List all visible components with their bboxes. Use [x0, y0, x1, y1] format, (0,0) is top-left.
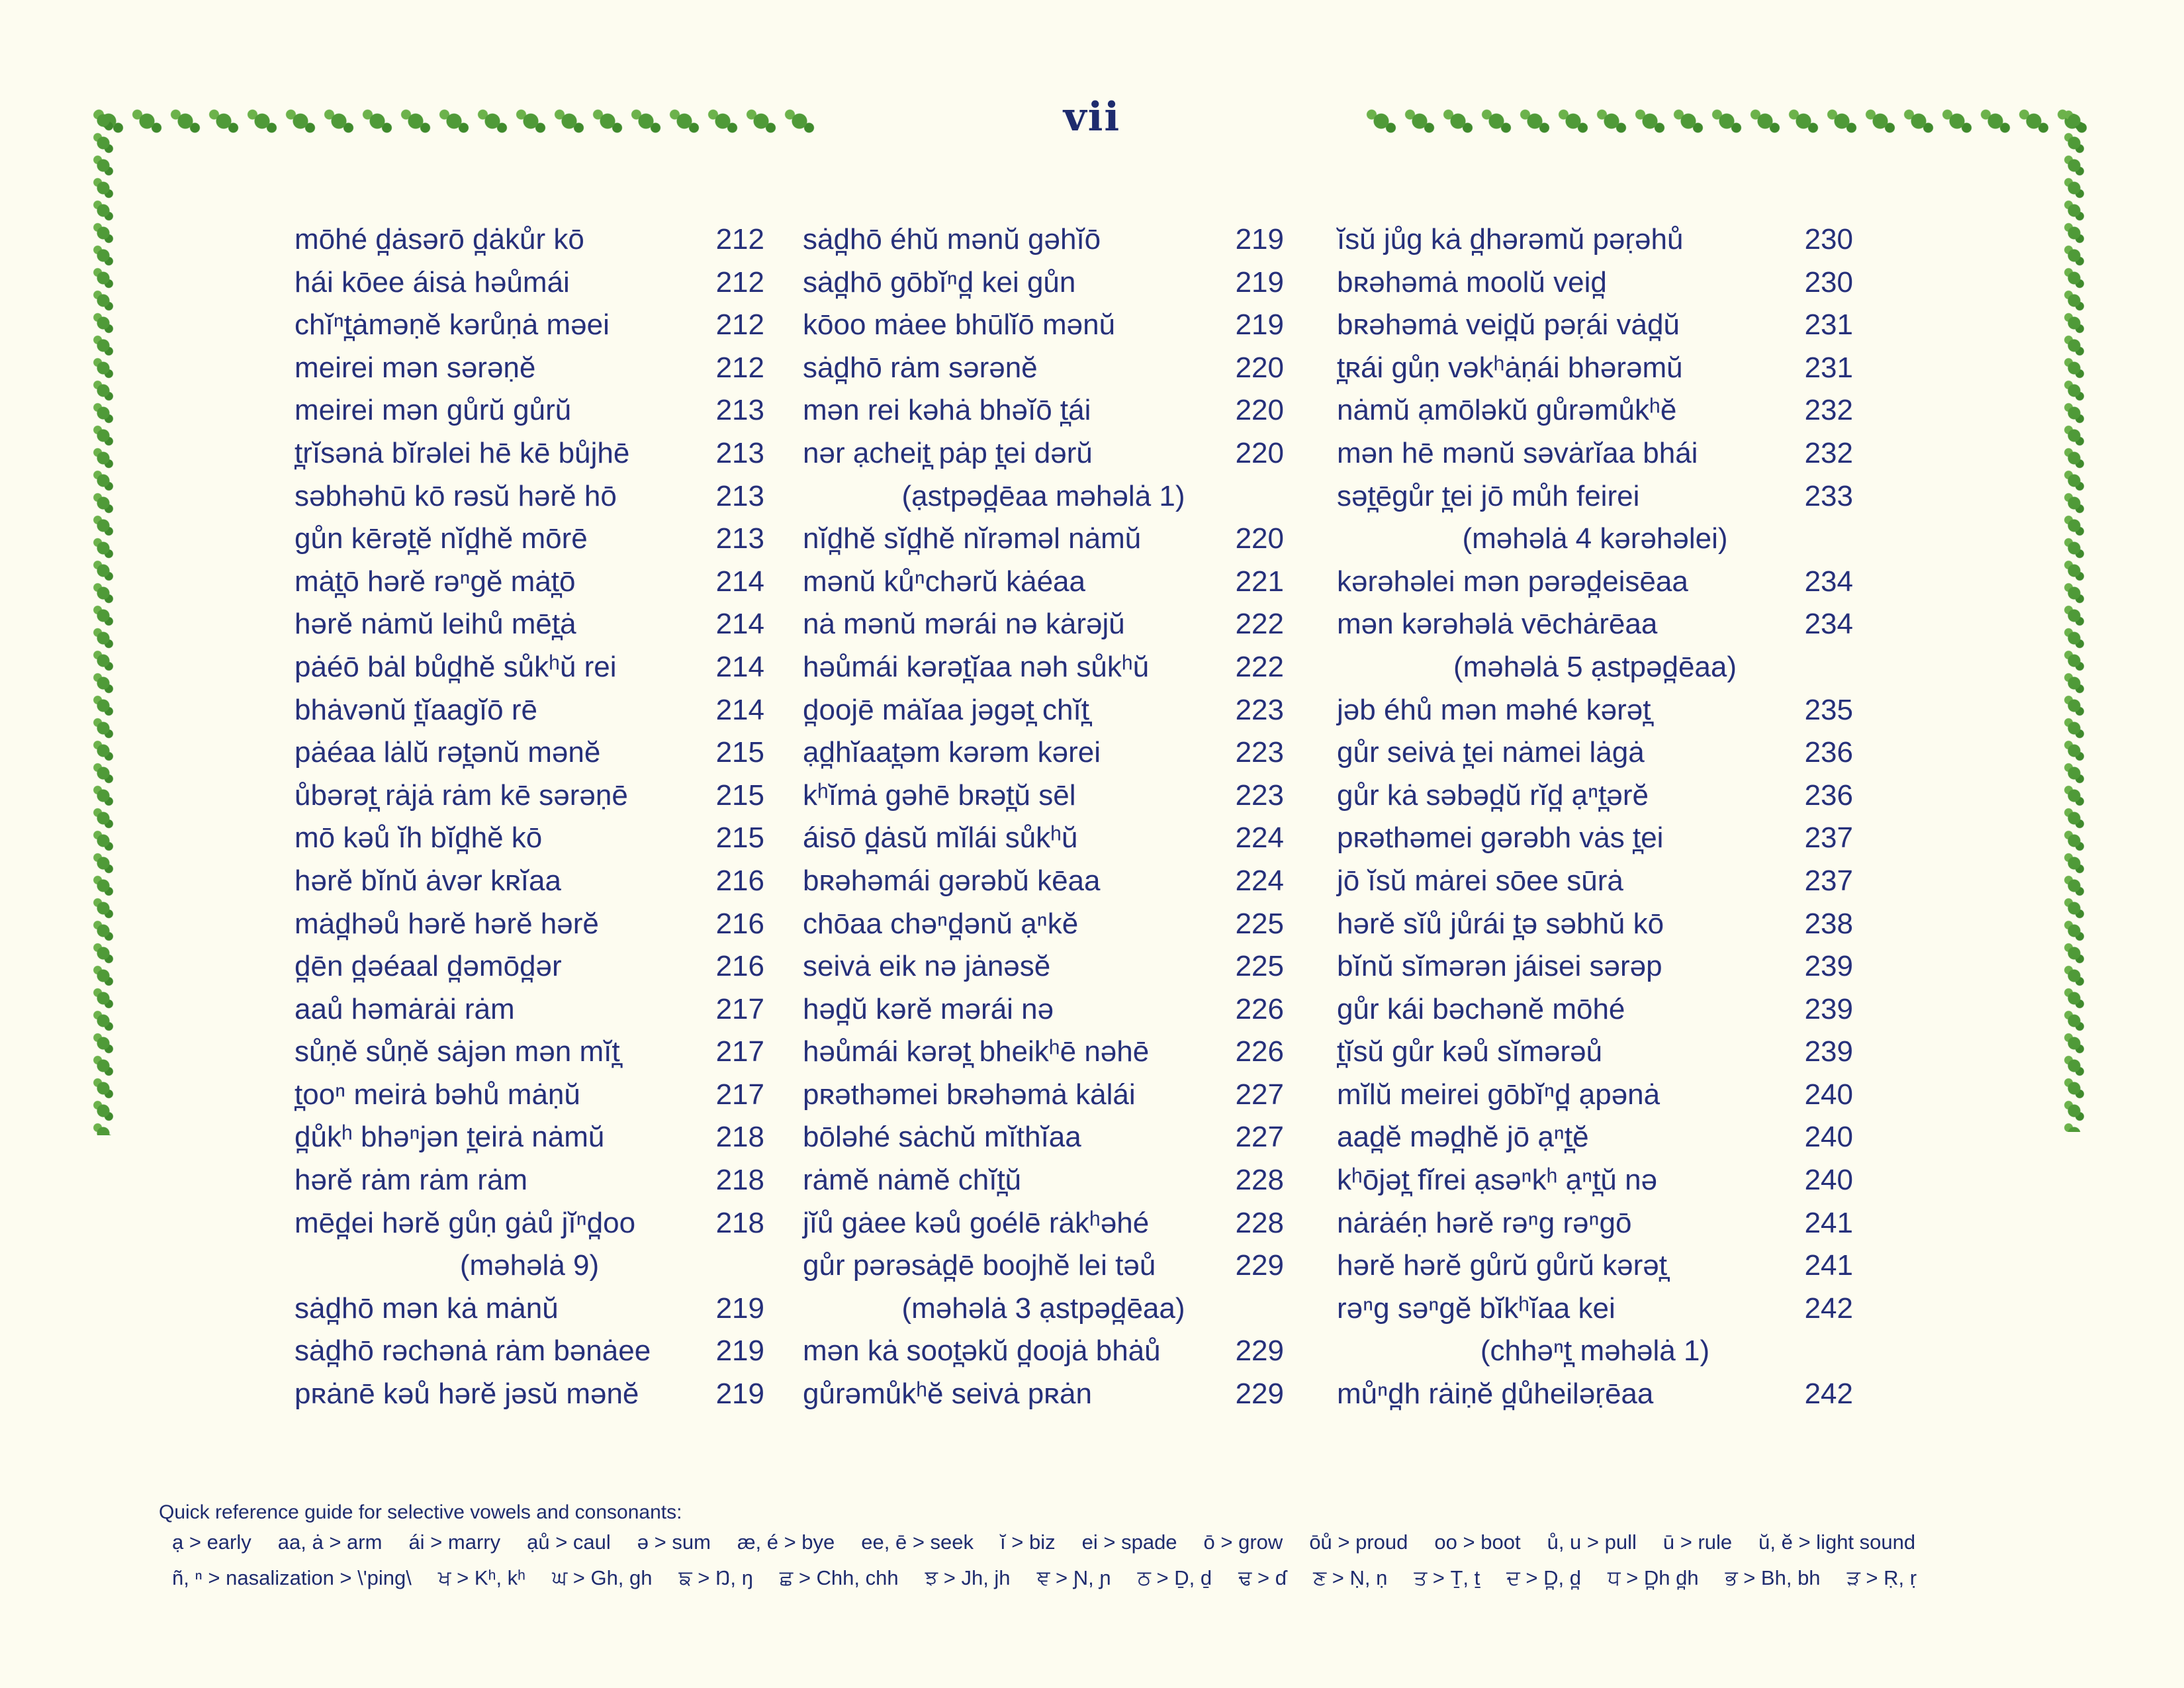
index-entry	[803, 261, 1284, 305]
guide-item: ō > grow	[1203, 1530, 1283, 1554]
entry-title: (chhəⁿt̪ məhəlȧ 1)	[1480, 1335, 1710, 1368]
entry-page: 231	[1804, 308, 1853, 342]
index-entry	[803, 1159, 1284, 1202]
index-entry	[1337, 1373, 1853, 1416]
index-column-1	[295, 218, 764, 1416]
index-entry	[1337, 903, 1853, 946]
entry-page: 220	[1235, 522, 1284, 555]
index-entry	[1337, 689, 1853, 732]
entry-page: 213	[715, 522, 764, 555]
index-entry	[1337, 603, 1853, 646]
entry-title: d̪ēn d̪əéaal d̪əmōd̪ər	[295, 950, 562, 983]
entry-page: 229	[1235, 1378, 1284, 1411]
entry-title: sůṇĕ sůṇĕ sȧjən mən mĭt̪	[295, 1035, 620, 1068]
entry-page: 216	[715, 864, 764, 897]
entry-page: 219	[1235, 308, 1284, 342]
floral-border-top-right	[1362, 105, 2088, 138]
index-entry	[803, 860, 1284, 903]
entry-title: chōaa chəⁿd̪ənŭ ạⁿkĕ	[803, 907, 1079, 940]
entry-page: 233	[1804, 479, 1853, 512]
guide-item: ái > marry	[408, 1530, 501, 1554]
index-column-2	[803, 218, 1284, 1416]
index-entry	[1337, 561, 1853, 604]
entry-title: sət̪ēgůr t̪ei jō můh feirei	[1337, 479, 1640, 512]
guide-item: ਘ > Gh, gh	[552, 1566, 653, 1589]
entry-page: 234	[1804, 565, 1853, 598]
index-entry	[295, 389, 764, 432]
index-entry	[295, 261, 764, 305]
guide-item: ਭ > Bh, bh	[1725, 1566, 1821, 1589]
index-entry	[295, 561, 764, 604]
index-entry	[803, 903, 1284, 946]
entry-title: kʰĭmȧ gəhē bʀət̪ŭ sēl	[803, 778, 1076, 812]
entry-title: t̪ooⁿ meirȧ bəhů mȧṇŭ	[295, 1078, 580, 1111]
entry-title: hərĕ sĭů jůrái t̪ə səbhŭ kō	[1337, 907, 1664, 940]
entry-title: (məhəlȧ 4 kərəhəlei)	[1462, 522, 1728, 555]
index-entry	[803, 1031, 1284, 1074]
entry-title: mənŭ kůⁿchərŭ kȧéaa	[803, 565, 1085, 598]
index-entry	[1337, 731, 1853, 774]
entry-page: 217	[715, 992, 764, 1025]
entry-title: mən kȧ soot̪əkŭ d̪oojȧ bhȧů	[803, 1335, 1161, 1368]
guide-vowels	[172, 1530, 1942, 1554]
section-heading	[1337, 646, 1853, 689]
entry-title: t̪rĭsənȧ bĭrəlei hē kē bůjhē	[295, 436, 630, 469]
guide-item: ਣ > Ṇ, ṇ	[1312, 1566, 1388, 1589]
guide-item: æ, é > bye	[737, 1530, 835, 1554]
entry-page: 218	[715, 1206, 764, 1239]
entry-title: pʀəthəmei bʀəhəmȧ kȧlái	[803, 1078, 1136, 1111]
index-entry	[295, 475, 764, 518]
index-entry	[295, 1116, 764, 1159]
index-column-3	[1337, 218, 1853, 1416]
index-entry	[295, 945, 764, 988]
entry-page: 232	[1804, 394, 1853, 427]
guide-title: Quick reference guide for selective vowels and consonants:	[159, 1501, 682, 1523]
floral-border-right	[2060, 109, 2088, 1132]
index-entry	[1337, 432, 1853, 475]
entry-title: pȧéaa lȧlŭ rət̪ənŭ mənĕ	[295, 736, 601, 769]
index-entry	[295, 1288, 764, 1331]
entry-page: 213	[715, 436, 764, 469]
entry-page: 240	[1804, 1164, 1853, 1197]
index-entry	[1337, 347, 1853, 390]
index-entry	[803, 603, 1284, 646]
entry-page: 232	[1804, 436, 1853, 469]
entry-title: kʰōjət̪ fĭrei ạsəⁿkʰ ạⁿt̪ŭ nə	[1337, 1164, 1658, 1197]
index-entry	[803, 689, 1284, 732]
index-entry	[1337, 1074, 1853, 1117]
guide-consonants	[172, 1566, 1943, 1591]
entry-title: hərĕ rȧm rȧm rȧm	[295, 1164, 528, 1197]
entry-title: ĭsŭ jůg kȧ d̪hərəmŭ pəṛəhů	[1337, 223, 1684, 256]
entry-page: 216	[715, 907, 764, 940]
index-entry	[295, 432, 764, 475]
entry-page: 242	[1804, 1291, 1853, 1325]
entry-page: 219	[715, 1335, 764, 1368]
guide-item: ạ > early	[172, 1530, 251, 1554]
entry-title: (ạstpəd̪ēaa məhəlȧ 1)	[901, 479, 1185, 512]
entry-title: həůmái kərət̪ĭaa nəh sůkʰŭ	[803, 650, 1150, 683]
entry-page: 226	[1235, 1035, 1284, 1068]
entry-page: 214	[715, 693, 764, 726]
index-entry	[295, 817, 764, 860]
entry-title: nĭd̪hĕ sĭd̪hĕ nĭrəməl nȧmŭ	[803, 522, 1142, 555]
index-entry	[295, 689, 764, 732]
entry-page: 240	[1804, 1078, 1853, 1111]
index-entry	[803, 988, 1284, 1031]
entry-page: 228	[1235, 1164, 1284, 1197]
entry-title: můⁿd̪h rȧiṇĕ d̪ůheiləṛēaa	[1337, 1378, 1654, 1411]
entry-page: 225	[1235, 950, 1284, 983]
entry-page: 223	[1235, 778, 1284, 812]
entry-page: 224	[1235, 821, 1284, 855]
entry-page: 218	[715, 1164, 764, 1197]
index-entry	[803, 304, 1284, 347]
entry-page: 230	[1804, 223, 1853, 256]
entry-title: bʀəhəmái gərəbŭ kēaa	[803, 864, 1101, 897]
page-number: vii	[1063, 94, 1121, 140]
entry-title: meirei mən sərəṇĕ	[295, 351, 536, 384]
entry-title: mĭlŭ meirei gōbĭⁿd̪ ạpənȧ	[1337, 1078, 1661, 1111]
entry-title: aaů həmȧrȧi rȧm	[295, 992, 515, 1025]
entry-page: 214	[715, 565, 764, 598]
guide-item: ạů > caul	[527, 1530, 611, 1554]
index-entry	[295, 1330, 764, 1373]
entry-title: sȧd̪hō gōbĭⁿd̪ kei gůn	[803, 265, 1076, 299]
entry-page: 220	[1235, 351, 1284, 384]
guide-item: ਦ > D̪, d̪	[1506, 1566, 1581, 1589]
entry-title: d̪oojē mȧĭaa jəgət̪ chĭt̪	[803, 693, 1089, 726]
entry-title: d̪ůkʰ bhəⁿjən t̪eirȧ nȧmŭ	[295, 1121, 605, 1154]
entry-title: nȧ mənŭ mərái nə kȧrəjŭ	[803, 608, 1125, 641]
guide-item: ਞ > Ɲ, ɲ	[1036, 1566, 1111, 1589]
index-entry	[803, 389, 1284, 432]
entry-page: 229	[1235, 1335, 1284, 1368]
entry-title: sȧd̪hō rȧm sərənĕ	[803, 351, 1038, 384]
index-entry	[1337, 1288, 1853, 1331]
entry-title: kōoo mȧee bhūlĭō mənŭ	[803, 308, 1116, 342]
entry-page: 212	[715, 265, 764, 299]
entry-page: 242	[1804, 1378, 1853, 1411]
guide-item: ee, ē > seek	[861, 1530, 974, 1554]
entry-title: gůr seivȧ t̪ei nȧmei lȧgȧ	[1337, 736, 1645, 769]
entry-title: bĭnŭ sĭmərən jáisei sərəp	[1337, 950, 1662, 983]
guide-item: ੜ > Ṛ, ṛ	[1846, 1566, 1917, 1589]
index-entry	[295, 218, 764, 261]
entry-page: 221	[1235, 565, 1284, 598]
index-entry	[295, 731, 764, 774]
entry-title: jō ĭsŭ mȧrei sōee sūrȧ	[1337, 864, 1623, 897]
index-entry	[295, 1031, 764, 1074]
guide-item: ōů > proud	[1309, 1530, 1408, 1554]
entry-page: 212	[715, 308, 764, 342]
entry-title: mȧt̪ō hərĕ rəⁿgĕ mȧt̪ō	[295, 565, 576, 598]
section-heading	[1337, 1330, 1853, 1373]
entry-page: 237	[1804, 864, 1853, 897]
entry-title: ạd̪hĭaat̪əm kərəm kərei	[803, 736, 1101, 769]
entry-page: 219	[1235, 223, 1284, 256]
guide-item: ñ, ⁿ > nasalization > \'ping\	[172, 1566, 412, 1589]
index-entry	[803, 1373, 1284, 1416]
entry-title: rəⁿg səⁿgĕ bĭkʰĭaa kei	[1337, 1291, 1615, 1325]
index-entry	[803, 218, 1284, 261]
guide-item: ਤ > Ṯ, ṯ	[1414, 1566, 1480, 1589]
index-entry	[803, 347, 1284, 390]
entry-title: gůr kȧ səbəd̪ŭ rĭd̪ ạⁿt̪ərĕ	[1337, 778, 1649, 812]
entry-title: jəb éhů mən məhé kərət̪	[1337, 693, 1651, 726]
entry-page: 229	[1235, 1249, 1284, 1282]
entry-title: pȧéō bȧl bůd̪hĕ sůkʰŭ rei	[295, 650, 617, 683]
entry-title: gůrəmůkʰĕ seivȧ pʀȧn	[803, 1378, 1092, 1411]
guide-item: ū > rule	[1662, 1530, 1733, 1554]
index-entry	[1337, 817, 1853, 860]
guide-item: ĭ > biz	[1000, 1530, 1056, 1554]
entry-title: chĭⁿt̪ȧməṇĕ kərůṇȧ məei	[295, 308, 610, 342]
index-entry	[1337, 261, 1853, 305]
entry-title: bʀəhəmȧ veid̪ŭ pəṛái vȧd̪ŭ	[1337, 308, 1680, 342]
entry-page: 241	[1804, 1249, 1853, 1282]
entry-title: t̪ĭsŭ gůr kəů sĭmərəů	[1337, 1035, 1603, 1068]
entry-title: pʀəthəmei gərəbh vȧs t̪ei	[1337, 821, 1664, 855]
entry-title: hái kōee áisȧ həůmái	[295, 265, 570, 299]
index-entry	[803, 817, 1284, 860]
floral-border-top-left	[89, 105, 817, 138]
index-entry	[295, 1074, 764, 1117]
index-entry	[295, 903, 764, 946]
entry-title: mən rei kəhȧ bhəĭō t̪ái	[803, 394, 1091, 427]
entry-title: ůbərət̪ rȧjȧ rȧm kē sərəṇē	[295, 778, 628, 812]
entry-title: (məhəlȧ 5 ạstpəd̪ēaa)	[1453, 650, 1737, 683]
index-entry	[1337, 945, 1853, 988]
entry-title: nȧrȧéṇ hərĕ rəⁿg rəⁿgō	[1337, 1206, 1632, 1239]
entry-page: 216	[715, 950, 764, 983]
index-entry	[1337, 1202, 1853, 1245]
entry-page: 224	[1235, 864, 1284, 897]
entry-title: mō kəů ĭh bĭd̪hĕ kō	[295, 821, 543, 855]
guide-item: ਠ > Ḏ, ḏ	[1137, 1566, 1212, 1589]
index-entry	[295, 603, 764, 646]
guide-item: ei > spade	[1081, 1530, 1177, 1554]
index-entry	[803, 1202, 1284, 1245]
index-entry	[1337, 475, 1853, 518]
index-entry	[295, 988, 764, 1031]
entry-page: 213	[715, 479, 764, 512]
entry-page: 217	[715, 1078, 764, 1111]
entry-page: 237	[1804, 821, 1853, 855]
entry-title: bhȧvənŭ t̪ĭaagĭō rē	[295, 693, 537, 726]
index-entry	[803, 1116, 1284, 1159]
guide-item: ਛ > Chh, chh	[779, 1566, 899, 1589]
index-entry	[1337, 860, 1853, 903]
index-entry	[295, 860, 764, 903]
entry-page: 227	[1235, 1121, 1284, 1154]
entry-title: seivȧ eik nə jȧnəsĕ	[803, 950, 1051, 983]
index-entry	[295, 518, 764, 561]
index-entry	[1337, 218, 1853, 261]
entry-page: 219	[1235, 265, 1284, 299]
entry-page: 222	[1235, 608, 1284, 641]
section-heading	[295, 1244, 764, 1288]
entry-page: 241	[1804, 1206, 1853, 1239]
entry-page: 223	[1235, 736, 1284, 769]
entry-title: jĭů gȧee kəů goélē rȧkʰəhé	[803, 1206, 1150, 1239]
entry-page: 215	[715, 736, 764, 769]
guide-item: aa, ȧ > arm	[277, 1530, 383, 1554]
guide-item: ŭ, ĕ > light sound	[1758, 1530, 1916, 1554]
entry-page: 219	[715, 1291, 764, 1325]
entry-page: 234	[1804, 608, 1853, 641]
index-entry	[295, 1373, 764, 1416]
entry-title: həůmái kərət̪ bheikʰē nəhē	[803, 1035, 1150, 1068]
entry-page: 227	[1235, 1078, 1284, 1111]
entry-page: 239	[1804, 992, 1853, 1025]
entry-title: bʀəhəmȧ moolŭ veid̪	[1337, 265, 1607, 299]
entry-title: (məhəlȧ 9)	[459, 1249, 600, 1282]
index-entry	[803, 1330, 1284, 1373]
entry-title: həd̪ŭ kərĕ mərái nə	[803, 992, 1054, 1025]
entry-page: 236	[1804, 736, 1853, 769]
entry-title: nər ạcheit̪ pȧp t̪ei dərŭ	[803, 436, 1093, 469]
guide-item: ਢ > ɗ	[1238, 1566, 1287, 1589]
entry-title: mēd̪ei hərĕ gůṇ gȧů jĭⁿd̪oo	[295, 1206, 636, 1239]
entry-title: nȧmŭ ạmōləkŭ gůrəmůkʰĕ	[1337, 394, 1677, 427]
index-entry	[1337, 774, 1853, 818]
entry-title: səbhəhū kō rəsŭ hərĕ hō	[295, 479, 617, 512]
guide-item: ਙ > Ŋ, ŋ	[678, 1566, 753, 1589]
entry-page: 231	[1804, 351, 1853, 384]
entry-page: 220	[1235, 436, 1284, 469]
entry-page: 212	[715, 351, 764, 384]
index-entry	[803, 1244, 1284, 1288]
guide-item: oo > boot	[1434, 1530, 1521, 1554]
entry-title: pʀȧnē kəů hərĕ jəsŭ mənĕ	[295, 1378, 639, 1411]
guide-item: ů, u > pull	[1547, 1530, 1637, 1554]
entry-title: sȧd̪hō éhŭ mənŭ gəhĭō	[803, 223, 1101, 256]
entry-page: 230	[1804, 265, 1853, 299]
guide-item: ə > sum	[637, 1530, 711, 1554]
entry-title: gůr pərəsȧd̪ē boojhĕ lei təů	[803, 1249, 1156, 1282]
index-entry	[803, 646, 1284, 689]
section-heading	[803, 1288, 1284, 1331]
entry-title: mȧd̪həů hərĕ hərĕ hərĕ	[295, 907, 599, 940]
entry-page: 215	[715, 778, 764, 812]
entry-page: 238	[1804, 907, 1853, 940]
index-entry	[1337, 389, 1853, 432]
entry-title: kərəhəlei mən pərəd̪eisēaa	[1337, 565, 1688, 598]
index-entry	[295, 1202, 764, 1245]
entry-title: aad̪ĕ məd̪hĕ jō ạⁿt̪ĕ	[1337, 1121, 1589, 1154]
entry-title: sȧd̪hō rəchənȧ rȧm bənȧee	[295, 1335, 651, 1368]
entry-page: 226	[1235, 992, 1284, 1025]
entry-page: 214	[715, 650, 764, 683]
guide-item: ਧ > D̪h d̪h	[1608, 1566, 1699, 1589]
entry-page: 214	[715, 608, 764, 641]
entry-page: 212	[715, 223, 764, 256]
index-entry	[1337, 1116, 1853, 1159]
entry-page: 239	[1804, 1035, 1853, 1068]
index-entry	[803, 1074, 1284, 1117]
entry-page: 236	[1804, 778, 1853, 812]
entry-title: rȧmĕ nȧmĕ chĭt̪ŭ	[803, 1164, 1022, 1197]
entry-page: 215	[715, 821, 764, 855]
entry-title: mən hē mənŭ səvȧrĭaa bhái	[1337, 436, 1698, 469]
entry-title: meirei mən gůrŭ gůrŭ	[295, 394, 572, 427]
index-entry	[295, 646, 764, 689]
index-entry	[1337, 304, 1853, 347]
index-entry	[803, 518, 1284, 561]
entry-title: (məhəlȧ 3 ạstpəd̪ēaa)	[901, 1291, 1185, 1325]
entry-page: 213	[715, 394, 764, 427]
index-entry	[295, 347, 764, 390]
entry-title: mōhé d̪ȧsərō d̪ȧkůr kō	[295, 223, 584, 256]
index-entry	[295, 1159, 764, 1202]
index-entry	[1337, 988, 1853, 1031]
index-entry	[803, 945, 1284, 988]
entry-page: 239	[1804, 950, 1853, 983]
guide-item: ਝ > Jh, jh	[925, 1566, 1011, 1589]
index-entry	[803, 561, 1284, 604]
entry-title: hərĕ bĭnŭ ȧvər kʀĭaa	[295, 864, 561, 897]
index-entry	[803, 432, 1284, 475]
entry-title: hərĕ hərĕ gůrŭ gůrŭ kərət̪	[1337, 1249, 1667, 1282]
entry-title: mən kərəhəlȧ vēchȧrēaa	[1337, 608, 1658, 641]
entry-title: gůr kái bəchənĕ mōhé	[1337, 992, 1625, 1025]
entry-title: gůn kērət̪ĕ nĭd̪hĕ mōrē	[295, 522, 588, 555]
index-entry	[295, 304, 764, 347]
entry-page: 235	[1804, 693, 1853, 726]
entry-title: bōləhé sȧchŭ mĭthĭaa	[803, 1121, 1081, 1154]
entry-title: hərĕ nȧmŭ leihů mēt̪ȧ	[295, 608, 576, 641]
index-entry	[1337, 1159, 1853, 1202]
index-entry	[1337, 1031, 1853, 1074]
entry-page: 219	[715, 1378, 764, 1411]
entry-page: 220	[1235, 394, 1284, 427]
index-entry	[803, 731, 1284, 774]
index-entry	[803, 774, 1284, 818]
entry-title: t̪ʀái gůṇ vəkʰȧṇái bhərəmŭ	[1337, 351, 1683, 384]
entry-page: 225	[1235, 907, 1284, 940]
index-entry	[1337, 1244, 1853, 1288]
guide-item: ਖ > Kʰ, kʰ	[437, 1566, 526, 1589]
entry-title: áisō d̪ȧsŭ mĭlái sůkʰŭ	[803, 821, 1078, 855]
section-heading	[803, 475, 1284, 518]
section-heading	[1337, 518, 1853, 561]
floral-border-left	[89, 109, 117, 1135]
entry-page: 222	[1235, 650, 1284, 683]
entry-page: 240	[1804, 1121, 1853, 1154]
entry-title: sȧd̪hō mən kȧ mȧnŭ	[295, 1291, 559, 1325]
entry-page: 218	[715, 1121, 764, 1154]
index-entry	[295, 774, 764, 818]
entry-page: 217	[715, 1035, 764, 1068]
entry-page: 228	[1235, 1206, 1284, 1239]
entry-page: 223	[1235, 693, 1284, 726]
